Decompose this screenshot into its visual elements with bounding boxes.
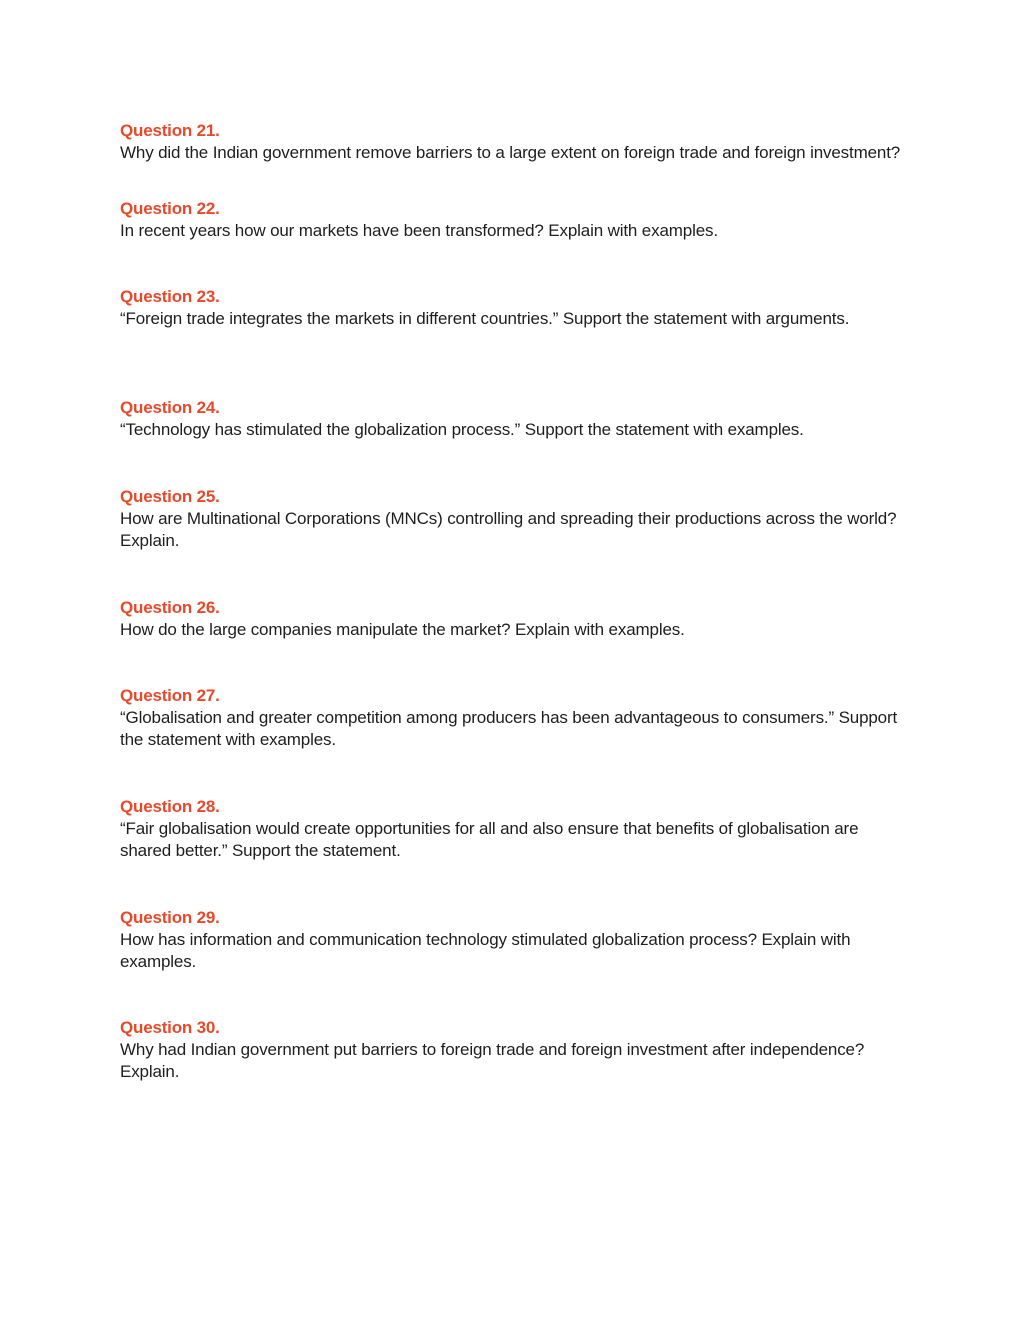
question-text: How has information and communication technology stimulated globalization process? Explain with examples. <box>120 930 851 971</box>
question-text: How are Multinational Corporations (MNCs) controlling and spreading their productions across the world? Explain. <box>120 509 897 550</box>
question-heading: Question 24. <box>120 398 220 417</box>
question-heading: Question 26. <box>120 598 220 617</box>
question-text: “Foreign trade integrates the markets in different countries.” Support the statement with arguments. <box>120 309 850 328</box>
question-text: Why did the Indian government remove barriers to a large extent on foreign trade and foreign investment? <box>120 143 901 162</box>
question-heading: Question 30. <box>120 1018 220 1037</box>
question-24 <box>120 397 910 441</box>
question-22 <box>120 198 910 242</box>
question-text: “Globalisation and greater competition among producers has been advantageous to consumers.” Support the statement with examples. <box>120 708 898 749</box>
question-25 <box>120 486 910 552</box>
question-heading: Question 28. <box>120 797 220 816</box>
question-heading: Question 25. <box>120 487 220 506</box>
question-23 <box>120 286 910 330</box>
question-text: In recent years how our markets have been transformed? Explain with examples. <box>120 221 718 240</box>
question-heading: Question 21. <box>120 121 220 140</box>
question-text: Why had Indian government put barriers to foreign trade and foreign investment after independence? Explain. <box>120 1040 865 1081</box>
question-30 <box>120 1017 910 1083</box>
question-21 <box>120 120 910 164</box>
question-text: How do the large companies manipulate the market? Explain with examples. <box>120 620 685 639</box>
question-29 <box>120 907 910 973</box>
question-26 <box>120 597 910 641</box>
question-heading: Question 22. <box>120 199 220 218</box>
question-text: “Fair globalisation would create opportunities for all and also ensure that benefits of globalisation are shared better.” Support the statement. <box>120 819 859 860</box>
question-heading: Question 29. <box>120 908 220 927</box>
question-text: “Technology has stimulated the globalization process.” Support the statement with examples. <box>120 420 804 439</box>
question-27 <box>120 685 910 751</box>
question-heading: Question 27. <box>120 686 220 705</box>
question-heading: Question 23. <box>120 287 220 306</box>
question-28 <box>120 796 910 862</box>
